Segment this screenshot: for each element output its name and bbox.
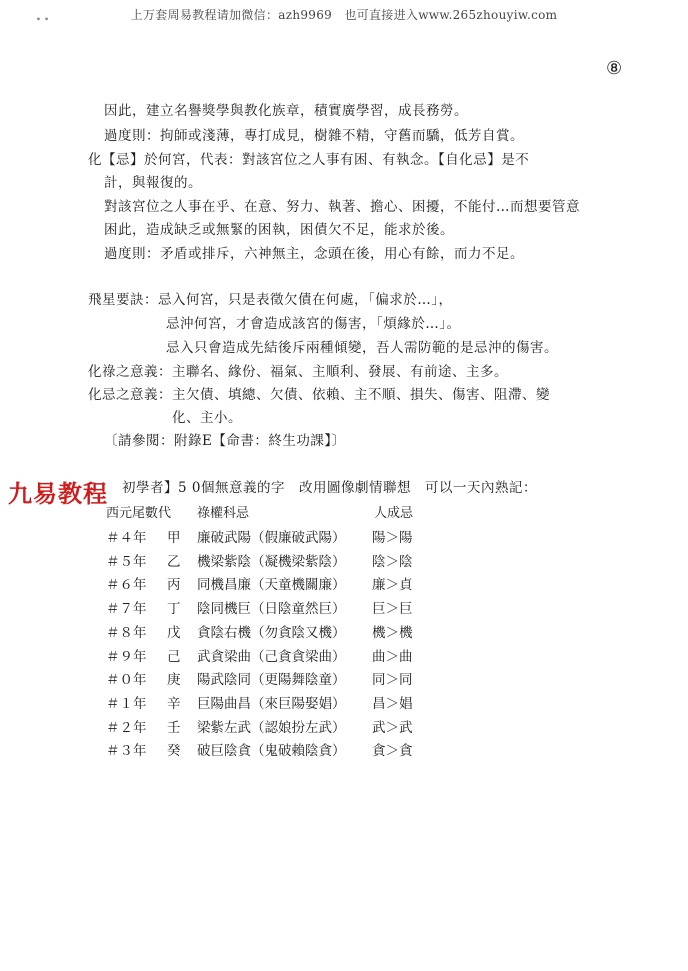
body-line: 化祿之意義：主聯名、緣份、福氣、主順利、發展、有前途、主多。 bbox=[88, 364, 508, 380]
table-cell-stars: 貪陰右機（勿貪陰又機） bbox=[197, 624, 346, 641]
table-cell-stars: 廉破武陽（假廉破武陽） bbox=[197, 530, 346, 546]
table-cell-year: ＃６年 bbox=[106, 577, 147, 594]
table-row bbox=[0, 645, 688, 667]
table-header-year: 西元尾數代 bbox=[106, 506, 172, 521]
table-row bbox=[0, 526, 688, 548]
table-row bbox=[0, 692, 688, 714]
table-row bbox=[0, 550, 688, 572]
table-cell-note: 昌＞娼 bbox=[372, 695, 413, 712]
table-cell-year: ＃５年 bbox=[106, 553, 147, 570]
table-cell-stem: 戊 bbox=[167, 624, 181, 641]
table-cell-note: 廉＞貞 bbox=[372, 577, 413, 594]
table-cell-year: ＃０年 bbox=[106, 672, 147, 689]
table-cell-stem: 丙 bbox=[167, 577, 181, 594]
table-cell-stars: 破巨陰貪（鬼破賴陰貪） bbox=[197, 743, 346, 760]
table-cell-stem: 壬 bbox=[167, 719, 181, 736]
table-cell-note: 曲＞曲 bbox=[372, 648, 413, 665]
table-row bbox=[0, 668, 688, 690]
body-line: 計，與報復的。 bbox=[104, 175, 202, 191]
table-cell-year: ＃２年 bbox=[106, 719, 147, 736]
table-cell-stars: 同機昌廉（天童機關廉） bbox=[197, 577, 346, 594]
table-cell-stem: 乙 bbox=[167, 553, 181, 570]
table-cell-stars: 巨陽曲昌（來巨陽娶娼） bbox=[197, 695, 346, 712]
body-line: 因此，建立名譽獎學與教化族章，積實廣學習，成長務勞。 bbox=[104, 103, 468, 119]
table-cell-stars: 機梁紫陰（凝機梁紫陰） bbox=[197, 553, 346, 570]
table-row bbox=[0, 597, 688, 619]
body-line: 過度則：矛盾或排斥，六神無主，念頭在後，用心有餘，而力不足。 bbox=[104, 246, 524, 262]
table-cell-stem: 丁 bbox=[167, 601, 181, 618]
table-cell-stars: 梁紫左武（認娘扮左武） bbox=[197, 719, 346, 736]
corner-mark: ∙ ∙ bbox=[36, 14, 49, 25]
table-cell-note: 同＞同 bbox=[372, 672, 413, 689]
table-cell-stars: 陰同機巨（日陰童然巨） bbox=[197, 601, 346, 618]
table-cell-stem: 己 bbox=[167, 648, 181, 665]
table-intro: 初學者】5 0個無意義的字 改用圖像劇情聯想 可以一天內熟記： bbox=[122, 480, 537, 496]
body-line: 對該宮位之人事在乎、在意、努力、執著、擔心、困擾，不能付…而想要管意 bbox=[104, 199, 580, 215]
table-cell-stem: 辛 bbox=[167, 695, 181, 712]
table-cell-stem: 庚 bbox=[167, 672, 181, 689]
body-line: 忌沖何宮，才會造成該宮的傷害，「煩緣於…」。 bbox=[166, 316, 461, 332]
table-cell-year: ＃３年 bbox=[106, 743, 147, 760]
table-cell-year: ＃８年 bbox=[106, 624, 147, 641]
body-line: 〔請參閱：附錄E【命書：終生功課】〕 bbox=[104, 433, 346, 449]
table-cell-note: 陽＞陽 bbox=[372, 530, 413, 546]
table-cell-note: 陰＞陰 bbox=[372, 553, 413, 570]
table-cell-stem: 癸 bbox=[167, 743, 181, 760]
table-row bbox=[0, 716, 688, 738]
table-cell-year: ＃４年 bbox=[106, 530, 147, 546]
table-cell-stem: 甲 bbox=[167, 530, 181, 546]
table-cell-year: ＃７年 bbox=[106, 601, 147, 618]
table-cell-note: 貪＞貪 bbox=[372, 743, 413, 760]
table-cell-stars: 陽武陰同（更陽舞陰童） bbox=[197, 672, 346, 689]
body-line: 化、主小。 bbox=[172, 410, 242, 426]
table-row bbox=[0, 739, 688, 761]
body-line: 忌入只會造成先結後斥兩種傾變，吾人需防範的是忌沖的傷害。 bbox=[166, 340, 558, 356]
table-header-note: 人成忌 bbox=[374, 506, 414, 521]
body-line: 過度則：拘師或淺薄，專打成見，樹雜不精，守舊而驕，低芳自賞。 bbox=[104, 128, 524, 144]
body-line: 飛星要訣：忌入何宮，只是表徵欠債在何處，「偏求於…」， bbox=[88, 292, 453, 308]
table-cell-year: ＃１年 bbox=[106, 695, 147, 712]
table-cell-note: 武＞武 bbox=[372, 719, 413, 736]
table-row bbox=[0, 621, 688, 643]
table-cell-year: ＃９年 bbox=[106, 648, 147, 665]
table-cell-stars: 武貪梁曲（己貪貪梁曲） bbox=[197, 648, 346, 665]
table-cell-note: 巨＞巨 bbox=[372, 601, 413, 618]
body-line: 化【忌】於何宮，代表：對該宮位之人事有困、有執念。【自化忌】是不 bbox=[88, 152, 530, 168]
body-line: 化忌之意義：主欠債、填總、欠債、依賴、主不順、損失、傷害、阻滯、變 bbox=[88, 387, 550, 403]
table-row bbox=[0, 573, 688, 595]
body-line: 困此，造成缺乏或無緊的困執，困債欠不足，能求於後。 bbox=[104, 222, 454, 238]
page-number-mark: ⑧ bbox=[606, 58, 623, 79]
table-cell-note: 機＞機 bbox=[372, 624, 413, 641]
watermark-logo: 九易教程 bbox=[8, 480, 108, 508]
table-header-stars: 祿權科忌 bbox=[197, 506, 250, 521]
header-banner: 上万套周易教程请加微信：azh9969 也可直接进入www.265zhouyiw.com bbox=[130, 8, 558, 22]
